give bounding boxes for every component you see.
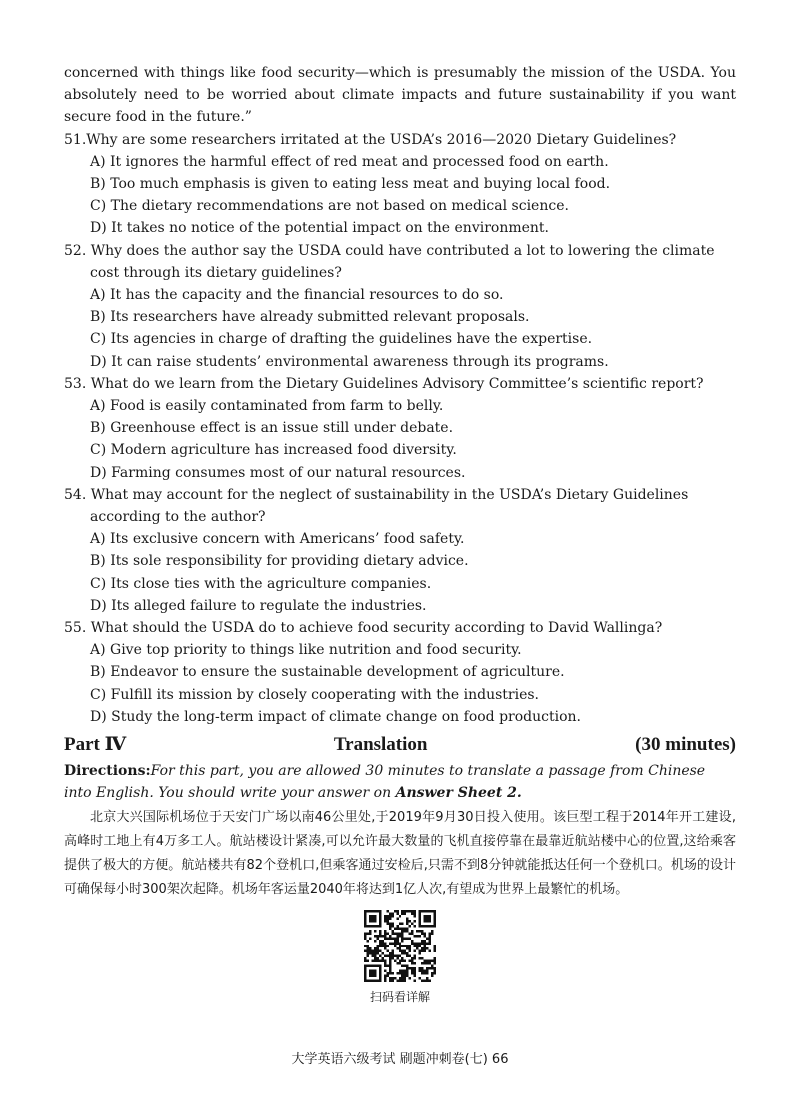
- part-title: Translation: [333, 734, 428, 756]
- document-body: [64, 62, 736, 902]
- directions: [64, 760, 736, 804]
- answer-option: A) Give top priority to things like nutrition and food security.: [90, 642, 522, 659]
- question-stem: 55. What should the USDA do to achieve food security according to David Wallinga?: [64, 620, 663, 637]
- answer-option: B) Its sole responsibility for providing dietary advice.: [90, 553, 469, 570]
- question-54: [64, 484, 736, 617]
- answer-option: C) Its agencies in charge of drafting the guidelines have the expertise.: [90, 331, 593, 348]
- answer-option: D) Its alleged failure to regulate the industries.: [90, 597, 427, 614]
- question-51: [64, 129, 736, 240]
- chinese-passage: 北京大兴国际机场位于天安门广场以南46公里处,于2019年9月30日投入使用。该巨型工程于2014年开工建设,高峰时工地上有4万多工人。航站楼设计紧凑,可以允许最大数量的飞机直接停靠在最靠近航站楼中心的位置,这给乘客提供了极大的方便。航站楼共有82个登机口,但乘客通过安检后,只需不到8分钟就能抵达任何一个登机口。机场的设计可确保每小时300架次起降。机场年客运量2040年将达到1亿人次,有望成为世界上最繁忙的机场。: [64, 810, 736, 898]
- directions-text-1: For this part, you are allowed 30 minutes to translate a passage from Chinese into English. You should write your answer on: [64, 763, 706, 802]
- answer-option: B) Too much emphasis is given to eating less meat and buying local food.: [90, 176, 611, 193]
- answer-option: A) It ignores the harmful effect of red meat and processed food on earth.: [90, 153, 609, 170]
- answer-option: B) Greenhouse effect is an issue still under debate.: [90, 420, 454, 437]
- qr-caption: 扫码看详解: [369, 990, 430, 1004]
- question-53: [64, 373, 736, 484]
- answer-option: C) Modern agriculture has increased food diversity.: [90, 442, 457, 459]
- answer-option: A) Food is easily contaminated from farm to belly.: [90, 398, 444, 415]
- question-stem: 52. Why does the author say the USDA could have contributed a lot to lowering the climate cost through its dietary guidelines?: [64, 242, 715, 281]
- directions-text-2: .: [516, 785, 522, 802]
- page-footer: 大学英语六级考试 刷题冲刺卷(七) 66: [291, 1052, 509, 1067]
- question-55: [64, 617, 736, 728]
- part-label: Part Ⅳ: [64, 734, 127, 756]
- question-52: [64, 240, 736, 373]
- question-stem: 51.Why are some researchers irritated at the USDA’s 2016—2020 Dietary Guidelines?: [64, 131, 677, 148]
- part-heading: [64, 732, 736, 758]
- answer-option: D) It takes no notice of the potential impact on the environment.: [90, 220, 550, 237]
- answer-option: C) Fulfill its mission by closely cooperating with the industries.: [90, 686, 540, 703]
- question-list: [64, 129, 736, 728]
- directions-label: Directions:: [64, 763, 151, 780]
- qr-code-icon[interactable]: [364, 910, 436, 982]
- part-time: (30 minutes): [635, 734, 736, 756]
- answer-option: A) It has the capacity and the financial resources to do so.: [90, 287, 504, 304]
- answer-option: D) Farming consumes most of our natural resources.: [90, 464, 466, 481]
- answer-option: A) Its exclusive concern with Americans’ food safety.: [90, 531, 465, 548]
- answer-option: C) Its close ties with the agriculture companies.: [90, 575, 432, 592]
- answer-option: D) Study the long-term impact of climate change on food production.: [90, 708, 581, 725]
- question-stem: 54. What may account for the neglect of sustainability in the USDA’s Dietary Guidelines according to the author?: [64, 486, 689, 526]
- answer-sheet: Answer Sheet 2: [395, 785, 517, 802]
- answer-option: C) The dietary recommendations are not based on medical science.: [90, 198, 569, 215]
- qr-block: [360, 910, 440, 1005]
- answer-option: B) Endeavor to ensure the sustainable development of agriculture.: [90, 664, 565, 681]
- answer-option: B) Its researchers have already submitted relevant proposals.: [90, 309, 530, 326]
- question-stem: 53. What do we learn from the Dietary Guidelines Advisory Committee’s scientific report?: [64, 375, 704, 392]
- intro-paragraph: concerned with things like food security—which is presumably the mission of the USDA. You absolutely need to be worried about climate impacts and future sustainability if you want secure food in the future.”: [64, 65, 736, 126]
- answer-option: D) It can raise students’ environmental awareness through its programs.: [90, 353, 609, 370]
